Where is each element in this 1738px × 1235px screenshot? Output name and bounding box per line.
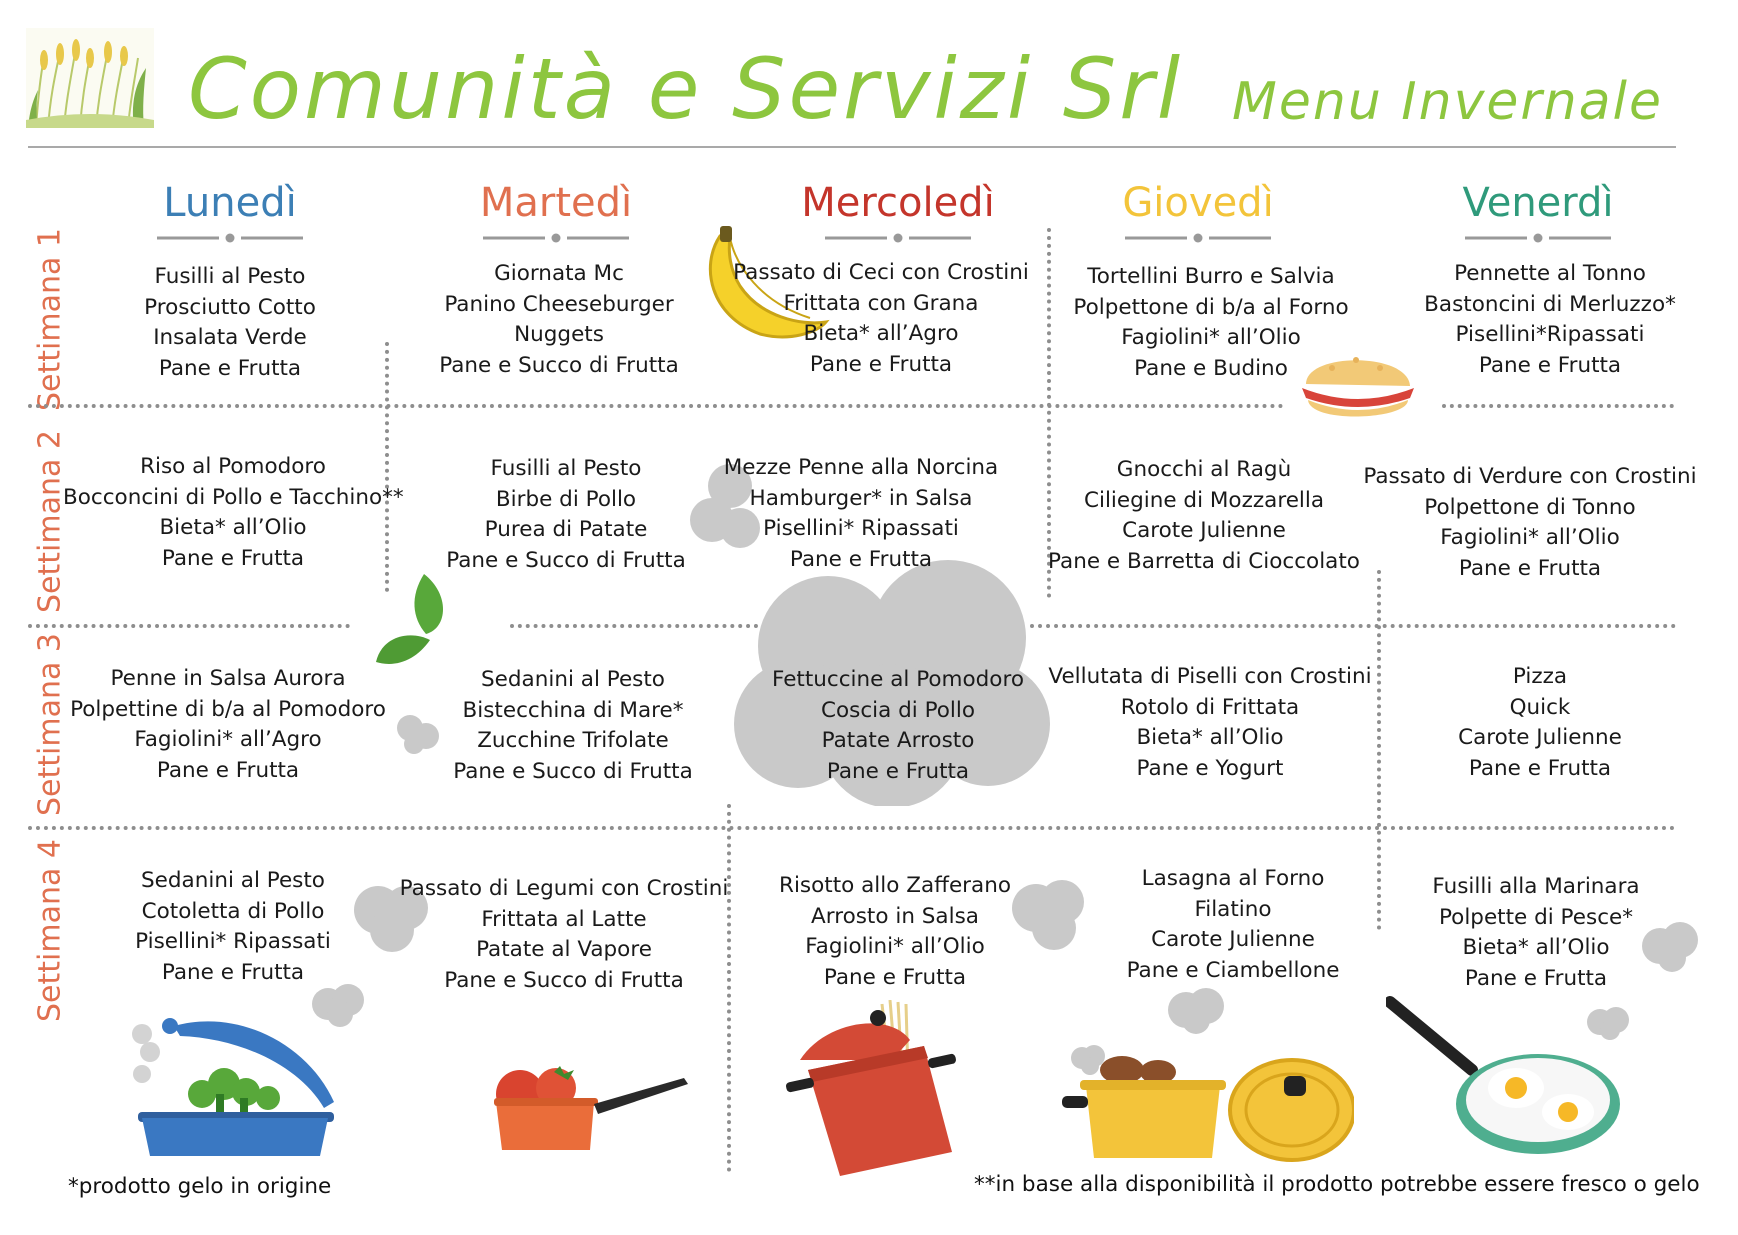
menu-cell-w2-martedi bbox=[396, 454, 736, 576]
dish-side: Patate al Vapore bbox=[476, 937, 652, 962]
dish-first-course: Sedanini al Pesto bbox=[481, 667, 665, 692]
dish-first-course: Risotto allo Zafferano bbox=[779, 873, 1011, 898]
day-header-venerdi: Venerdì bbox=[1462, 180, 1614, 226]
week-label-2: Settimana 2 bbox=[32, 430, 68, 614]
dish-extras: Pane e Frutta bbox=[161, 545, 305, 571]
dish-extras: Pane e Succo di Frutta bbox=[446, 547, 686, 573]
dish-main-course: Polpettine di b/a al Pomodoro bbox=[70, 696, 386, 722]
dish-extras: Pane e Frutta bbox=[1468, 755, 1612, 781]
dish-extras: Pane e Frutta bbox=[823, 964, 967, 990]
week-divider bbox=[1442, 404, 1674, 408]
dish-main-course: Frittata con Grana bbox=[783, 290, 979, 316]
stockpot-icon bbox=[786, 1000, 962, 1176]
dish-first-course: Giornata Mc bbox=[494, 261, 624, 286]
menu-cell-w4-mercoledi bbox=[725, 871, 1065, 993]
dish-main-course: Quick bbox=[1509, 694, 1571, 720]
menu-cell-w1-martedi bbox=[389, 259, 729, 381]
dish-main-course: Arrosto in Salsa bbox=[811, 903, 979, 929]
dish-side: Purea di Patate bbox=[484, 517, 648, 542]
dish-side: Carote Julienne bbox=[1122, 518, 1286, 543]
saucepan-tomato-icon bbox=[494, 1066, 688, 1156]
dish-extras: Pane e Yogurt bbox=[1136, 755, 1284, 781]
dish-extras: Pane e Frutta bbox=[161, 959, 305, 985]
dish-main-course: Bastoncini di Merluzzo* bbox=[1424, 291, 1676, 317]
dish-main-course: Cotoletta di Pollo bbox=[141, 898, 325, 924]
dish-side: Fagiolini* all’Olio bbox=[1440, 525, 1620, 550]
dish-first-course: Passato di Ceci con Crostini bbox=[733, 260, 1029, 285]
dish-first-course: Lasagna al Forno bbox=[1141, 866, 1325, 891]
dish-extras: Pane e Barretta di Cioccolato bbox=[1048, 548, 1360, 574]
dish-extras: Pane e Budino bbox=[1134, 355, 1288, 381]
day-ornament-icon bbox=[157, 232, 303, 244]
dish-first-course: Sedanini al Pesto bbox=[141, 868, 325, 893]
menu-cell-w2-giovedi bbox=[1034, 455, 1374, 577]
week-divider bbox=[28, 826, 1676, 830]
yellow-pot-icon bbox=[1062, 1040, 1354, 1162]
dish-side: Bieta* all’Agro bbox=[803, 321, 959, 346]
week-divider bbox=[28, 404, 1284, 408]
dish-side: Bieta* all’Olio bbox=[1136, 725, 1284, 750]
dish-main-course: Birbe di Pollo bbox=[495, 486, 637, 512]
menu-cell-w3-martedi bbox=[403, 665, 743, 787]
dish-extras: Pane e Ciambellone bbox=[1126, 957, 1340, 983]
dish-side: Zucchine Trifolate bbox=[477, 728, 669, 753]
menu-cell-w3-mercoledi bbox=[728, 665, 1068, 787]
menu-cell-w4-martedi bbox=[394, 874, 734, 996]
day-ornament-icon bbox=[1465, 232, 1611, 244]
dish-side: Bieta* all’Olio bbox=[159, 515, 307, 540]
dish-side: Pisellini* Ripassati bbox=[763, 516, 959, 541]
dish-side: Fagiolini* all’Olio bbox=[1121, 325, 1301, 350]
dish-side: Fagiolini* all’Olio bbox=[805, 934, 985, 959]
dish-side: Pisellini*Ripassati bbox=[1455, 322, 1645, 347]
week-divider bbox=[1030, 624, 1676, 628]
menu-cell-w3-venerdi bbox=[1370, 662, 1710, 784]
dish-main-course: Bocconcini di Pollo e Tacchino** bbox=[63, 484, 404, 510]
dish-main-course: Coscia di Pollo bbox=[820, 697, 976, 723]
menu-cell-w2-venerdi bbox=[1360, 462, 1700, 584]
day-ornament-icon bbox=[1125, 232, 1271, 244]
day-header-lunedi: Lunedì bbox=[163, 180, 297, 226]
menu-cell-w1-lunedi bbox=[60, 262, 400, 384]
menu-cell-w1-mercoledi bbox=[711, 258, 1051, 380]
menu-cell-w1-giovedi bbox=[1041, 262, 1381, 384]
dish-first-course: Fusilli al Pesto bbox=[490, 456, 642, 481]
dish-extras: Pane e Succo di Frutta bbox=[439, 352, 679, 378]
dish-extras: Pane e Frutta bbox=[1458, 555, 1602, 581]
week-divider bbox=[28, 624, 350, 628]
dish-extras: Pane e Frutta bbox=[158, 355, 302, 381]
dish-side: Fagiolini* all’Agro bbox=[134, 727, 322, 752]
footnote-frozen: *prodotto gelo in origine bbox=[68, 1174, 332, 1199]
menu-subtitle: Menu Invernale bbox=[1232, 72, 1663, 132]
dish-extras: Pane e Frutta bbox=[826, 758, 970, 784]
dish-main-course: Filatino bbox=[1194, 896, 1272, 922]
casserole-pot-icon bbox=[128, 1014, 342, 1158]
dish-main-course: Bistecchina di Mare* bbox=[462, 697, 684, 723]
day-header-mercoledi: Mercoledì bbox=[801, 180, 995, 226]
day-header-giovedi: Giovedì bbox=[1122, 180, 1274, 226]
dish-side: Patate Arrosto bbox=[821, 728, 975, 753]
dish-first-course: Mezze Penne alla Norcina bbox=[723, 455, 999, 480]
dish-first-course: Fettuccine al Pomodoro bbox=[772, 667, 1024, 692]
menu-cell-w4-venerdi bbox=[1366, 872, 1706, 994]
dish-first-course: Pennette al Tonno bbox=[1454, 261, 1646, 286]
dish-main-course: Frittata al Latte bbox=[481, 906, 647, 932]
dish-first-course: Riso al Pomodoro bbox=[140, 454, 326, 479]
header-divider bbox=[28, 146, 1676, 148]
frying-pan-eggs-icon bbox=[1386, 994, 1620, 1158]
menu-cell-w3-giovedi bbox=[1040, 662, 1380, 784]
dish-first-course: Passato di Legumi con Crostini bbox=[399, 876, 729, 901]
menu-cell-w2-mercoledi bbox=[691, 453, 1031, 575]
dish-first-course: Fusilli alla Marinara bbox=[1432, 874, 1640, 899]
dish-side: Carote Julienne bbox=[1151, 927, 1315, 952]
menu-cell-w2-lunedi bbox=[63, 452, 403, 574]
dish-extras: Pane e Frutta bbox=[789, 546, 933, 572]
dish-main-course: Polpettone di b/a al Forno bbox=[1073, 294, 1349, 320]
dish-main-course: Prosciutto Cotto bbox=[144, 294, 316, 320]
dish-main-course: Panino Cheeseburger bbox=[444, 291, 674, 317]
dish-first-course: Tortellini Burro e Salvia bbox=[1087, 264, 1335, 289]
dish-extras: Pane e Succo di Frutta bbox=[453, 758, 693, 784]
dish-side: Nuggets bbox=[514, 322, 604, 347]
menu-cell-w4-lunedi bbox=[63, 866, 403, 988]
dish-side: Insalata Verde bbox=[153, 325, 307, 350]
steam-cloud-icon bbox=[1166, 984, 1226, 1036]
dish-main-course: Hamburger* in Salsa bbox=[749, 485, 973, 511]
day-ornament-icon bbox=[483, 232, 629, 244]
footnote-availability: **in base alla disponibilità il prodotto potrebbe essere fresco o gelo bbox=[974, 1172, 1700, 1197]
dish-side: Bieta* all’Olio bbox=[1462, 935, 1610, 960]
dish-main-course: Rotolo di Frittata bbox=[1120, 694, 1300, 720]
menu-cell-w3-lunedi bbox=[58, 664, 398, 786]
leaf-icon bbox=[376, 574, 452, 666]
dish-extras: Pane e Frutta bbox=[809, 351, 953, 377]
dish-first-course: Passato di Verdure con Crostini bbox=[1363, 464, 1697, 489]
dish-first-course: Pizza bbox=[1512, 664, 1568, 689]
dish-extras: Pane e Frutta bbox=[1464, 965, 1608, 991]
dish-main-course: Ciliegine di Mozzarella bbox=[1083, 487, 1325, 513]
dish-side: Pisellini* Ripassati bbox=[135, 929, 331, 954]
week-label-3: Settimana 3 bbox=[32, 633, 68, 817]
dish-extras: Pane e Succo di Frutta bbox=[444, 967, 684, 993]
dish-first-course: Fusilli al Pesto bbox=[154, 264, 306, 289]
day-ornament-icon bbox=[825, 232, 971, 244]
day-header-martedi: Martedì bbox=[479, 180, 633, 226]
company-name: Comunità e Servizi Srl bbox=[188, 40, 1184, 138]
week-label-1: Settimana 1 bbox=[32, 228, 68, 412]
menu-cell-w1-venerdi bbox=[1380, 259, 1720, 381]
dish-first-course: Gnocchi al Ragù bbox=[1116, 457, 1292, 482]
dish-main-course: Polpette di Pesce* bbox=[1438, 904, 1633, 930]
dish-first-course: Vellutata di Piselli con Crostini bbox=[1048, 664, 1372, 689]
week-label-4: Settimana 4 bbox=[32, 839, 68, 1023]
dish-side: Carote Julienne bbox=[1458, 725, 1622, 750]
wheat-logo-icon bbox=[26, 28, 154, 128]
dish-extras: Pane e Frutta bbox=[156, 757, 300, 783]
menu-cell-w4-giovedi bbox=[1063, 864, 1403, 986]
dish-extras: Pane e Frutta bbox=[1478, 352, 1622, 378]
dish-main-course: Polpettone di Tonno bbox=[1424, 494, 1636, 520]
dish-first-course: Penne in Salsa Aurora bbox=[110, 666, 346, 691]
